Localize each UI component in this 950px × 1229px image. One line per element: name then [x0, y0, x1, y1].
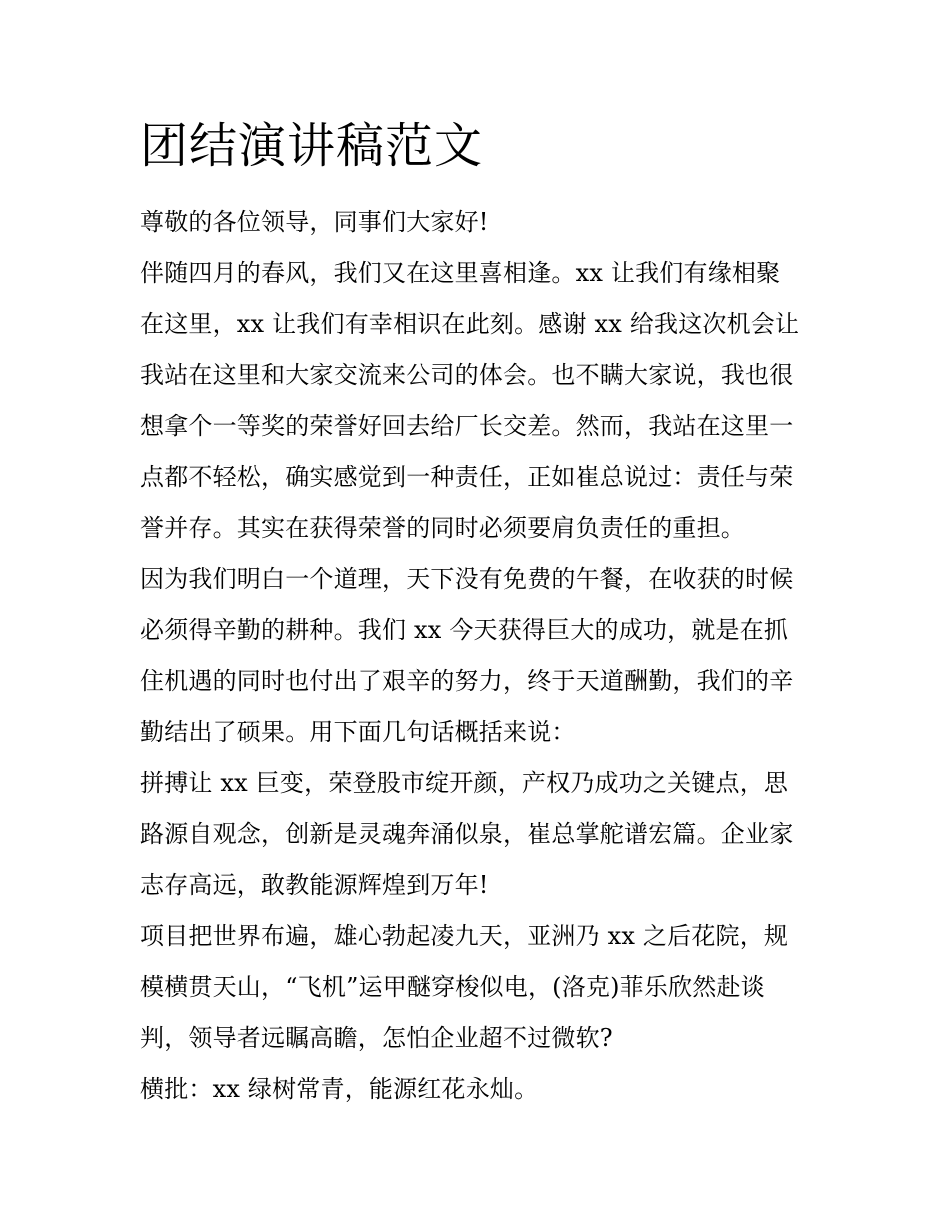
- text-line: 因为我们明白一个道理，天下没有免费的午餐，在收获的时候: [140, 565, 794, 593]
- text-line: 誉并存。其实在获得荣誉的同时必须要肩负责任的重担。: [140, 514, 745, 542]
- text-line: 我站在这里和大家交流来公司的体会。也不瞒大家说，我也很: [140, 361, 794, 389]
- text-line: 在这里，xx 让我们有幸相识在此刻。感谢 xx 给我这次机会让: [140, 310, 800, 338]
- text-line: 伴随四月的春风，我们又在这里喜相逢。xx 让我们有缘相聚: [140, 259, 781, 287]
- text-line: 住机遇的同时也付出了艰辛的努力，终于天道酬勤，我们的辛: [140, 667, 794, 695]
- text-line: 勤结出了硕果。用下面几句话概括来说：: [140, 718, 576, 746]
- document-title: 团结演讲稿范文: [140, 118, 484, 174]
- text-line: 项目把世界布遍，雄心勃起凌九天，亚洲乃 xx 之后花院，规: [140, 922, 789, 950]
- document-body: [140, 197, 830, 1115]
- text-line: 必须得辛勤的耕种。我们 xx 今天获得巨大的成功，就是在抓: [140, 616, 789, 644]
- text-line: 路源自观念，创新是灵魂奔涌似泉，崔总掌舵谱宏篇。企业家: [140, 820, 794, 848]
- text-line: 想拿个一等奖的荣誉好回去给厂长交差。然而，我站在这里一: [140, 412, 794, 440]
- text-line: 横批：xx 绿树常青，能源红花永灿。: [140, 1075, 539, 1103]
- text-line: 拼搏让 xx 巨变，荣登股市绽开颜，产权乃成功之关键点，思: [140, 769, 789, 797]
- text-line: 尊敬的各位领导，同事们大家好!: [140, 208, 489, 236]
- text-line: 模横贯天山，“飞机”运甲醚穿梭似电，(洛克)菲乐欣然赴谈: [140, 973, 765, 1001]
- text-line: 判，领导者远瞩高瞻，怎怕企业超不过微软?: [140, 1024, 613, 1052]
- text-line: 志存高远，敢教能源辉煌到万年!: [140, 871, 489, 899]
- text-line: 点都不轻松，确实感觉到一种责任，正如崔总说过：责任与荣: [140, 463, 794, 491]
